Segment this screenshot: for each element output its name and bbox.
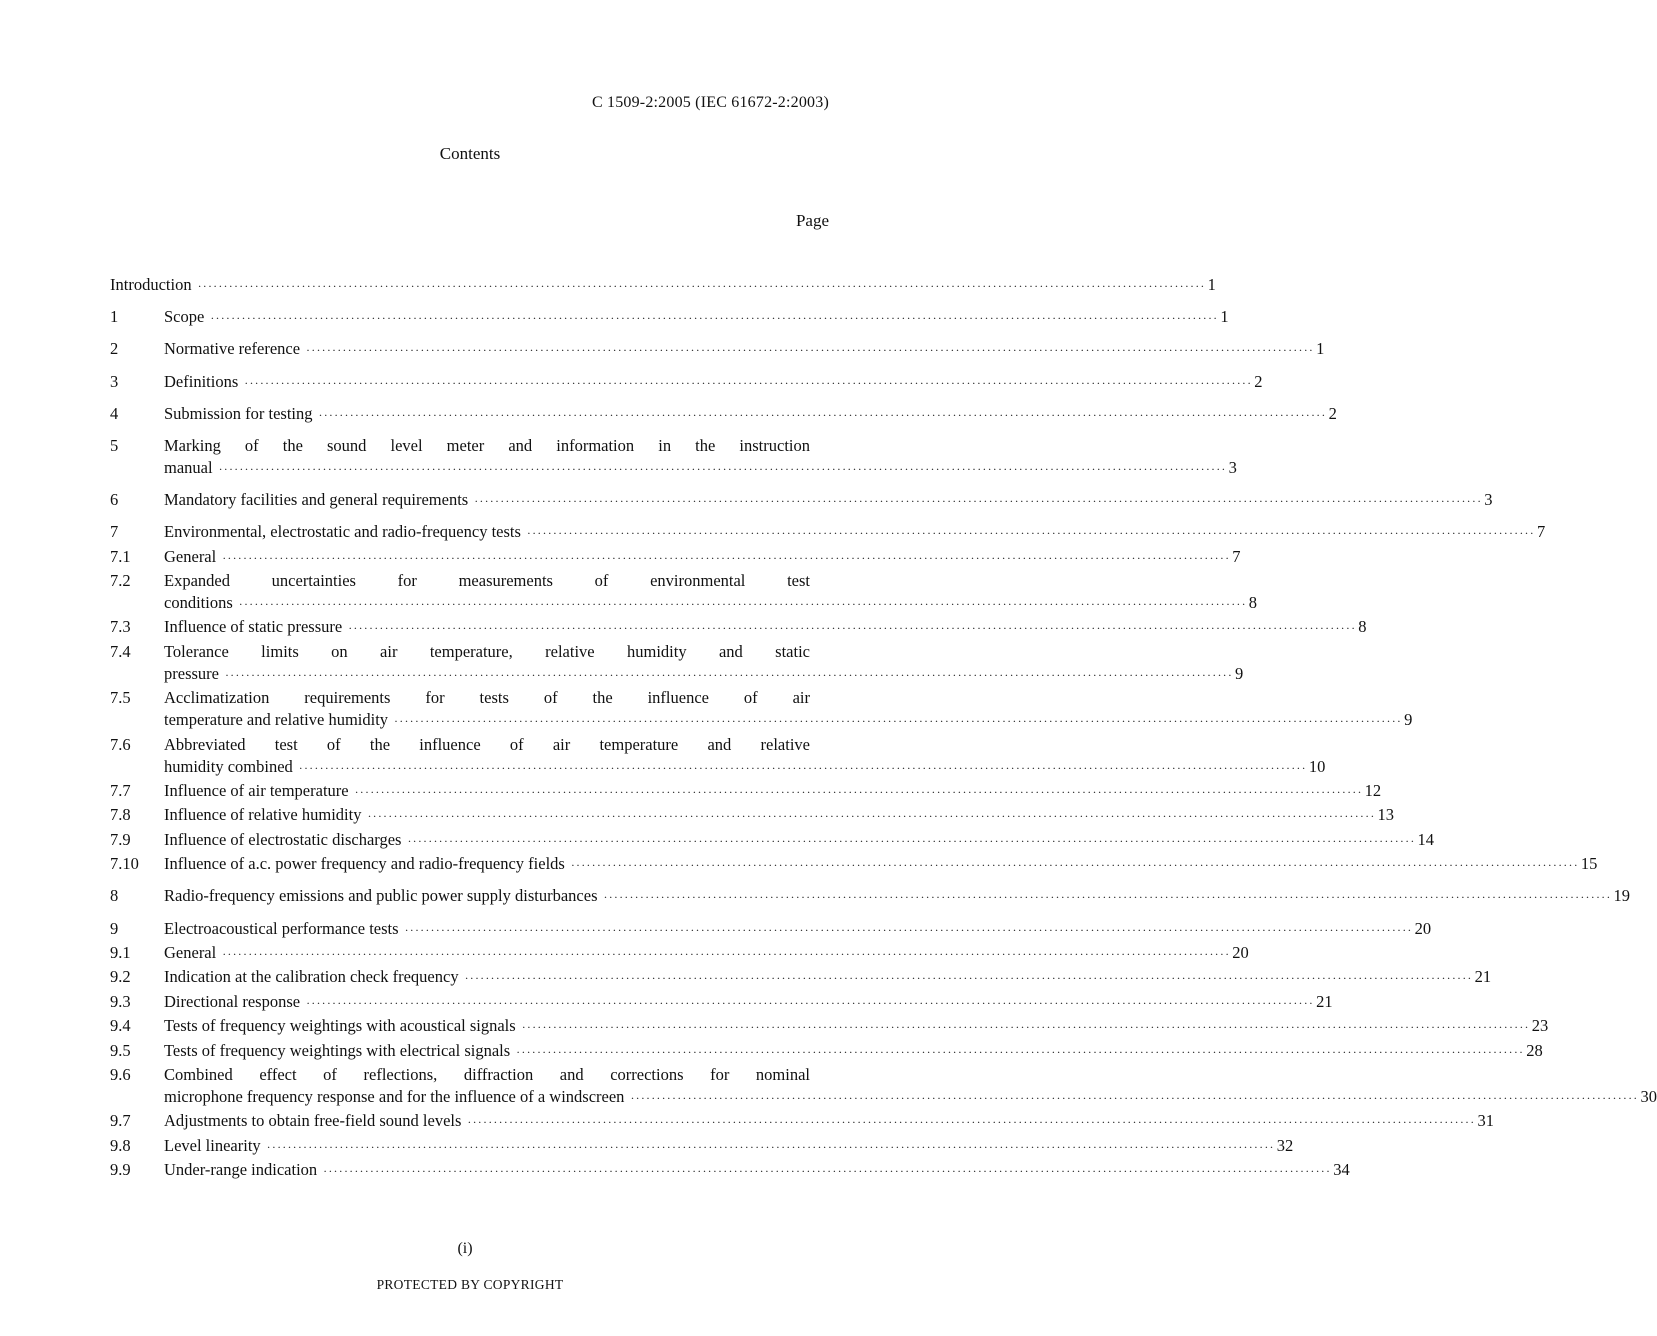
toc-entry: [110, 829, 1435, 851]
toc-entry-number: 9.9: [110, 1160, 131, 1180]
toc-entry-page: 34: [1333, 1160, 1350, 1180]
toc-entry: [110, 1110, 1494, 1132]
dot-leader: [299, 757, 1307, 779]
toc-entry-number: 7.10: [110, 854, 139, 874]
dot-leader: [630, 1087, 1638, 1109]
toc-entry: [110, 1159, 1350, 1181]
toc-entry-page: 8: [1358, 617, 1367, 637]
toc-entry-number: 9.7: [110, 1111, 131, 1131]
toc-entry-title: Level linearity: [164, 1135, 261, 1155]
toc-entry-number: 9: [110, 918, 119, 938]
dot-leader: [465, 967, 1473, 989]
dot-leader: [244, 372, 1252, 394]
toc-entry-number: 9.5: [110, 1040, 131, 1060]
dot-leader: [522, 1016, 1530, 1038]
toc-entry: [110, 570, 1258, 614]
page-number: (i): [457, 1240, 473, 1257]
toc-entry-title: General: [164, 942, 217, 962]
toc-entry-title: Under-range indication: [164, 1160, 318, 1180]
toc-entry-number: 7.1: [110, 546, 131, 566]
contents-heading: Contents: [439, 144, 501, 163]
toc-entry-title: temperature and relative humidity: [164, 710, 389, 730]
toc-entry: [110, 371, 1263, 393]
toc-entry-page: 13: [1377, 805, 1395, 825]
toc-entry-number: 7.7: [110, 781, 131, 801]
toc-entry-title: Influence of air temperature: [164, 781, 349, 801]
toc-entry-title: Normative reference: [164, 339, 301, 359]
toc-entry-number: 7.6: [110, 734, 131, 754]
toc-entry: [110, 885, 1631, 907]
toc-entry-number: 8: [110, 886, 119, 906]
dot-leader: [222, 943, 1230, 965]
toc-entry-title: humidity combined: [164, 756, 293, 776]
toc-entry-title: microphone frequency response and for the influence of a windscreen: [164, 1086, 625, 1106]
toc-entry: [110, 435, 1237, 479]
dot-leader: [527, 522, 1535, 544]
toc-entry-page: 12: [1364, 781, 1382, 801]
toc-entry-page: 9: [1235, 663, 1244, 683]
dot-leader: [306, 339, 1314, 361]
toc-entry-page: 9: [1404, 710, 1413, 730]
toc-entry-number: 7: [110, 522, 119, 542]
toc-entry: [110, 966, 1492, 988]
toc-entry-page: 32: [1276, 1135, 1294, 1155]
toc-entry-page: 2: [1254, 371, 1263, 391]
toc-entry-number: 7.9: [110, 829, 131, 849]
toc-entry: [110, 616, 1367, 638]
dot-leader: [474, 490, 1482, 512]
dot-leader: [348, 617, 1356, 639]
toc-entry: [110, 641, 1244, 685]
toc-entry: [110, 853, 1598, 875]
toc-entry-page: 3: [1484, 490, 1493, 510]
dot-leader: [198, 275, 1206, 297]
toc-entry-title: pressure: [164, 663, 219, 683]
toc-entry-page: 1: [1220, 307, 1229, 327]
dot-leader: [267, 1136, 1275, 1158]
toc-entry: [110, 1040, 1543, 1062]
dot-leader: [239, 593, 1247, 615]
toc-entry-number: 4: [110, 403, 119, 423]
toc-entry-page: 20: [1414, 918, 1432, 938]
toc-entry: [110, 546, 1241, 568]
toc-entry: [110, 306, 1229, 328]
document-identifier: C 1509-2:2005 (IEC 61672-2:2003): [591, 94, 829, 111]
toc-entry-title: Tolerance limits on air temperature, relative humidity and static: [164, 641, 810, 661]
toc-entry-title: Submission for testing: [164, 403, 313, 423]
toc-entry-number: 5: [110, 435, 119, 455]
toc-entry-title: Electroacoustical performance tests: [164, 918, 399, 938]
dot-leader: [222, 547, 1230, 569]
dot-leader: [571, 854, 1579, 876]
toc-entry-number: 1: [110, 307, 119, 327]
toc-entry-title: Tests of frequency weightings with electrical signals: [164, 1040, 511, 1060]
toc-entry-title: Abbreviated test of the influence of air temperature and relative: [164, 734, 810, 754]
toc-entry-page: 1: [1316, 339, 1325, 359]
toc-entry-number: 9.1: [110, 942, 131, 962]
toc-entry-page: 7: [1536, 522, 1546, 542]
toc-entry-page: 14: [1417, 829, 1435, 849]
toc-entry: [110, 942, 1249, 964]
toc-entry-number: 7.5: [110, 688, 131, 708]
toc-entry-title: Combined effect of reflections, diffraction and corrections for nominal: [164, 1064, 810, 1084]
dot-leader: [210, 307, 1218, 329]
toc-entry-page: 23: [1531, 1016, 1549, 1036]
toc-entry-page: 2: [1328, 403, 1337, 423]
toc-entry-title: Expanded uncertainties for measurements of environmental test: [164, 571, 810, 591]
toc-entry: [110, 489, 1493, 511]
toc-entry: [110, 1015, 1549, 1037]
toc-entry-page: 21: [1316, 991, 1333, 1011]
dot-leader: [394, 710, 1402, 732]
toc-entry-title: General: [164, 546, 217, 566]
toc-entry: [110, 918, 1432, 940]
toc-entry-title: Adjustments to obtain free-field sound levels: [164, 1111, 462, 1131]
toc-entry: [110, 1064, 1657, 1108]
toc-entry: [110, 1135, 1294, 1157]
toc-entry: [110, 403, 1337, 425]
toc-entry-title: Influence of relative humidity: [164, 805, 362, 825]
toc-entry-number: 9.8: [110, 1135, 131, 1155]
dot-leader: [467, 1111, 1475, 1133]
dot-leader: [516, 1041, 1524, 1063]
toc-entry-number: 7.8: [110, 805, 131, 825]
toc-entry-title: Directional response: [164, 991, 301, 1011]
toc-entry-number: 9.2: [110, 967, 131, 987]
toc-entry-page: 1: [1207, 275, 1216, 294]
toc-entry: [110, 521, 1546, 543]
toc-entry-number: 9.4: [110, 1016, 131, 1036]
dot-leader: [604, 886, 1612, 908]
toc-entry-page: 10: [1308, 756, 1326, 776]
toc-entry-title: Mandatory facilities and general requirements: [164, 490, 469, 510]
toc-entry-number: 3: [110, 371, 119, 391]
toc-entry: [110, 780, 1382, 802]
toc-entry-title: Radio-frequency emissions and public power supply disturbances: [164, 886, 598, 906]
dot-leader: [225, 664, 1233, 686]
toc-entry-title: Marking of the sound level meter and information in the instruction: [164, 435, 810, 455]
toc-entry-page: 19: [1613, 886, 1631, 906]
toc-entry-title: Tests of frequency weightings with acoustical signals: [164, 1016, 516, 1036]
toc-entry-title: Influence of a.c. power frequency and radio-frequency fields: [164, 854, 565, 874]
toc-entry-number: 2: [110, 339, 119, 359]
toc-entry: [110, 734, 1326, 778]
dot-leader: [405, 919, 1413, 941]
toc-entry-title: Scope: [164, 307, 205, 327]
toc-entry-title: Acclimatization requirements for tests of the influence of air: [164, 688, 810, 708]
toc-entry-page: 21: [1474, 967, 1492, 987]
toc-entry-page: 31: [1477, 1111, 1494, 1131]
toc-entry-title: conditions: [164, 593, 233, 613]
toc-entry: [110, 991, 1333, 1013]
toc-entry: [110, 804, 1395, 826]
toc-entry: [110, 274, 1216, 296]
toc-entry-page: 20: [1232, 942, 1249, 962]
toc-entry-page: 28: [1526, 1040, 1543, 1060]
dot-leader: [355, 781, 1363, 803]
toc-entry-number: 7.3: [110, 617, 131, 637]
toc-entry-number: 6: [110, 490, 119, 510]
table-of-contents: [110, 274, 1657, 1191]
dot-leader: [323, 1160, 1331, 1182]
dot-leader: [367, 805, 1375, 827]
page-column-label: Page: [795, 211, 829, 230]
toc-entry-title: Introduction: [110, 275, 192, 294]
dot-leader: [306, 992, 1314, 1014]
copyright-notice: PROTECTED BY COPYRIGHT: [376, 1277, 564, 1292]
dot-leader: [407, 830, 1415, 852]
dot-leader: [319, 404, 1327, 426]
toc-entry-page: 30: [1640, 1086, 1657, 1106]
toc-entry-number: 7.2: [110, 571, 131, 591]
toc-entry-number: 9.3: [110, 991, 131, 1011]
toc-entry-page: 15: [1580, 854, 1598, 874]
toc-entry-page: 8: [1248, 593, 1258, 613]
toc-entry-page: 3: [1228, 457, 1237, 477]
toc-entry-number: 7.4: [110, 641, 131, 661]
toc-entry-title: Influence of electrostatic discharges: [164, 829, 402, 849]
toc-entry-title: Indication at the calibration check frequency: [164, 967, 459, 987]
toc-entry-title: Influence of static pressure: [164, 617, 343, 637]
toc-entry-number: 9.6: [110, 1064, 131, 1084]
dot-leader: [219, 458, 1227, 480]
toc-entry-title: Definitions: [164, 371, 239, 391]
toc-entry: [110, 687, 1413, 731]
toc-entry: [110, 338, 1325, 360]
toc-entry-title: Environmental, electrostatic and radio-frequency tests: [164, 522, 521, 542]
toc-entry-title: manual: [164, 457, 213, 477]
toc-entry-page: 7: [1232, 546, 1241, 566]
